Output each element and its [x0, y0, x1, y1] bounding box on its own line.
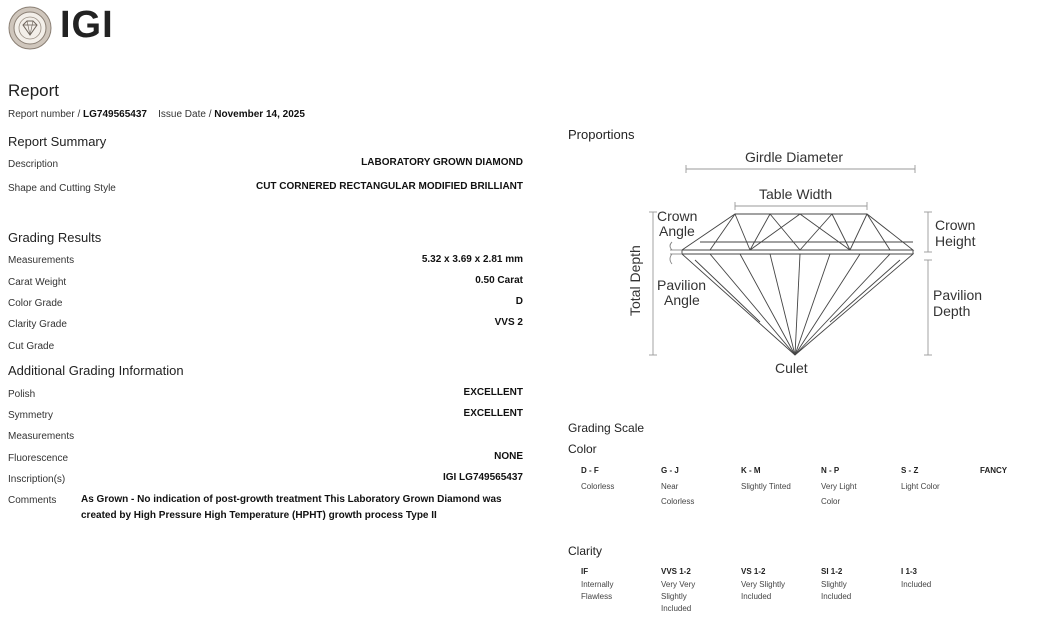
grade-code: K - M [741, 466, 761, 475]
grade-code: S - Z [901, 466, 919, 475]
symmetry-label: Symmetry [8, 410, 53, 421]
grade-code: VVS 1-2 [661, 567, 691, 576]
grade-desc: Included [741, 592, 772, 601]
grade-desc: Near [661, 482, 679, 491]
crown-height-label-line2: Height [935, 233, 976, 249]
grade-desc: Colorless [661, 497, 695, 506]
color-grade-value: D [515, 296, 523, 307]
grade-code: D - F [581, 466, 599, 475]
crown-angle-label-line2: Angle [659, 223, 695, 239]
grade-desc: Included [821, 592, 852, 601]
grade-code: G - J [661, 466, 679, 475]
carat-weight-label: Carat Weight [8, 277, 67, 288]
grade-desc: Included [901, 580, 932, 589]
comments-label: Comments [8, 495, 57, 506]
proportions-diagram [610, 142, 1010, 382]
clarity-scale-heading: Clarity [568, 544, 603, 558]
clarity-grade-si [821, 567, 851, 603]
report-number: LG749565437 [83, 109, 147, 120]
color-grade-fancy [980, 466, 1007, 475]
shape-label: Shape and Cutting Style [8, 183, 116, 194]
report-number-label: Report number / [8, 109, 81, 120]
color-grade-km [741, 466, 791, 494]
additional-info-heading: Additional Grading Information [8, 363, 184, 378]
clarity-grade-i [901, 567, 931, 591]
total-depth-label: Total Depth [627, 245, 643, 316]
description-value: LABORATORY GROWN DIAMOND [361, 157, 523, 168]
fluorescence-label: Fluorescence [8, 453, 69, 464]
grade-desc: Slightly [821, 580, 847, 589]
report-summary-heading: Report Summary [8, 134, 107, 149]
polish-label: Polish [8, 389, 36, 400]
proportions-heading: Proportions [568, 127, 635, 142]
color-grade-label: Color Grade [8, 298, 63, 309]
symmetry-value: EXCELLENT [463, 408, 523, 419]
color-grade-gj [661, 466, 694, 509]
color-grade-sz [901, 466, 940, 494]
grading-results-heading: Grading Results [8, 230, 102, 245]
crown-height-label-line1: Crown [935, 217, 976, 233]
grade-code: VS 1-2 [741, 567, 766, 576]
inscription-label: Inscription(s) [8, 474, 66, 485]
color-scale-heading: Color [568, 442, 597, 456]
grade-desc: Very Light [821, 482, 857, 491]
igi-seal-logo [8, 6, 52, 50]
grade-desc: Color [821, 497, 841, 506]
grade-code: FANCY [980, 466, 1008, 475]
clarity-grade-vvs [661, 567, 695, 615]
grade-desc: Very Very [661, 580, 696, 589]
crown-angle-label-line1: Crown [657, 208, 698, 224]
measurements-label: Measurements [8, 255, 75, 266]
shape-value: CUT CORNERED RECTANGULAR MODIFIED BRILLIANT [255, 181, 523, 192]
igi-wordmark: IGI [60, 4, 114, 46]
clarity-grade-value: VVS 2 [494, 317, 523, 328]
grade-desc: Slightly Tinted [741, 482, 791, 491]
polish-value: EXCELLENT [463, 387, 523, 398]
clarity-grade-if [581, 567, 613, 603]
carat-weight-value: 0.50 Carat [475, 275, 523, 286]
grade-desc: Light Color [901, 482, 940, 491]
pavilion-angle-label-line1: Pavilion [657, 277, 707, 293]
issue-date-label: Issue Date / [158, 109, 212, 120]
girdle-diameter-label: Girdle Diameter [745, 149, 844, 165]
grade-code: I 1-3 [901, 567, 918, 576]
table-width-label: Table Width [759, 186, 833, 202]
comments-value: As Grown - No indication of post-growth treatment This Laboratory Grown Diamond was created by High Pressure High Temperature (HPHT) growth process Type II [81, 494, 502, 521]
pavilion-depth-label-line2: Depth [933, 303, 971, 319]
color-grade-np [821, 466, 857, 509]
grade-code: IF [581, 567, 589, 576]
pavilion-depth-label-line1: Pavilion [933, 287, 983, 303]
pavilion-angle-label-line2: Angle [664, 292, 700, 308]
grade-desc: Colorless [581, 482, 615, 491]
culet-label: Culet [775, 360, 808, 376]
grade-code: SI 1-2 [821, 567, 843, 576]
additional-measurements-label: Measurements [8, 431, 75, 442]
grade-code: N - P [821, 466, 840, 475]
color-grade-df [581, 466, 614, 494]
report-meta [8, 109, 305, 120]
cut-grade-label: Cut Grade [8, 341, 55, 352]
issue-date: November 14, 2025 [214, 109, 305, 120]
grading-scale-heading: Grading Scale [568, 421, 645, 435]
report-title: Report [8, 81, 60, 100]
clarity-grade-vs [741, 567, 785, 603]
description-label: Description [8, 159, 59, 170]
clarity-grade-label: Clarity Grade [8, 319, 67, 330]
measurements-value: 5.32 x 3.69 x 2.81 mm [421, 254, 523, 265]
grade-desc: Very Slightly [741, 580, 786, 589]
grade-desc: Slightly [661, 592, 687, 601]
inscription-value: IGI LG749565437 [442, 472, 523, 483]
fluorescence-value: NONE [494, 451, 523, 462]
grade-desc: Included [661, 604, 692, 613]
grade-desc: Flawless [581, 592, 613, 601]
grade-desc: Internally [581, 580, 614, 589]
